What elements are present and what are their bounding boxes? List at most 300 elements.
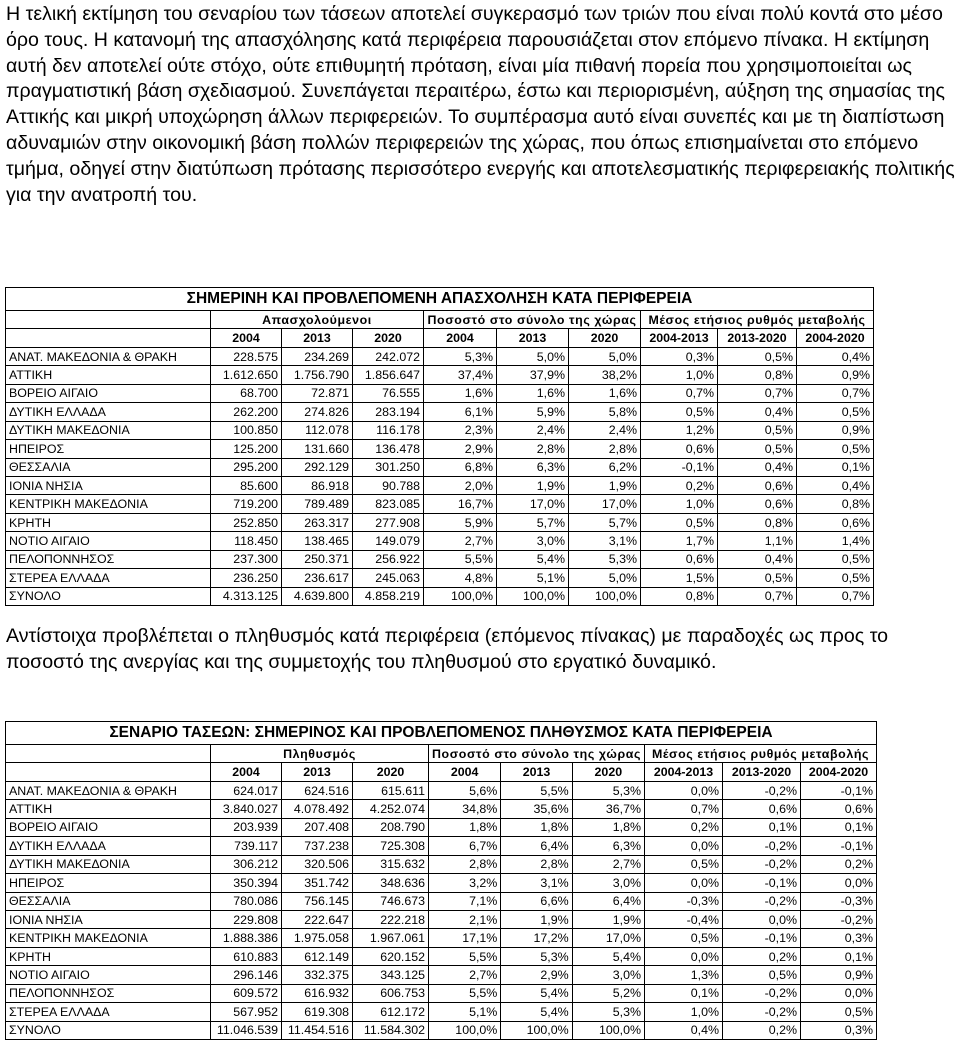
value-cell: 76.555 [353,384,424,402]
value-cell: 2,8% [429,855,501,873]
value-cell: 725.308 [353,837,429,855]
value-cell: 5,3% [572,781,644,799]
year-header: 2020 [353,329,424,347]
value-cell: 0,4% [797,476,874,494]
value-cell: 332.375 [282,966,353,984]
table-row [6,781,877,799]
value-cell: 7,1% [429,892,501,910]
value-cell: 4.252.074 [353,800,429,818]
value-cell: 0,5% [801,1003,877,1021]
value-cell: 0,3% [641,347,718,365]
region-name-cell: ΣΥΝΟΛΟ [6,587,211,605]
value-cell: 0,3% [801,929,877,947]
value-cell: 0,6% [797,513,874,531]
value-cell: 0,6% [723,800,801,818]
value-cell: 5,5% [424,550,497,568]
value-cell: 72.871 [282,384,353,402]
value-cell: 348.636 [353,874,429,892]
table-row [6,476,874,494]
value-cell: -0,2% [723,892,801,910]
region-name-cell: ΗΠΕΙΡΟΣ [6,440,211,458]
group-header-growth: Μέσος ετήσιος ρυθμός μεταβολής [641,311,874,329]
table-row [6,403,874,421]
value-cell: 0,9% [801,966,877,984]
value-cell: -0,1% [801,837,877,855]
table-row [6,384,874,402]
table-row [6,1003,877,1021]
value-cell: 823.085 [353,495,424,513]
table-row [6,440,874,458]
value-cell: 252.850 [211,513,282,531]
value-cell: 0,0% [801,874,877,892]
value-cell: 0,1% [801,947,877,965]
value-cell: 1,9% [572,910,644,928]
value-cell: 3,0% [572,966,644,984]
value-cell: 0,5% [797,569,874,587]
region-name-cell: ΝΟΤΙΟ ΑΙΓΑΙΟ [6,532,211,550]
value-cell: 90.788 [353,476,424,494]
value-cell: -0,1% [801,781,877,799]
value-cell: 0,6% [641,440,718,458]
value-cell: -0,3% [645,892,723,910]
population-table [5,721,877,1040]
group-header-share: Ποσοστό στο σύνολο της χώρας [429,745,645,763]
value-cell: 350.394 [211,874,282,892]
value-cell: 739.117 [211,837,282,855]
value-cell: 0,7% [797,384,874,402]
value-cell: 1,4% [797,532,874,550]
table-row [6,984,877,1002]
table-row [6,532,874,550]
value-cell: 34,8% [429,800,501,818]
table-row [6,587,874,605]
value-cell: 274.826 [282,403,353,421]
region-name-cell: ΑΤΤΙΚΗ [6,366,211,384]
year-header-blank [6,329,211,347]
value-cell: 2,9% [501,966,572,984]
table-row [6,800,877,818]
region-name-cell: ΠΕΛΟΠΟΝΝΗΣΟΣ [6,984,211,1002]
table-row [6,837,877,855]
value-cell: 5,7% [497,513,569,531]
region-name-cell: ΣΤΕΡΕΑ ΕΛΛΑΔΑ [6,1003,211,1021]
region-name-cell: ΗΠΕΙΡΟΣ [6,874,211,892]
value-cell: 0,7% [645,800,723,818]
value-cell: 1,6% [497,384,569,402]
value-cell: 0,0% [723,910,801,928]
value-cell: -0,1% [723,874,801,892]
value-cell: 4.313.125 [211,587,282,605]
value-cell: 612.172 [353,1003,429,1021]
value-cell: 262.200 [211,403,282,421]
value-cell: 306.212 [211,855,282,873]
region-name-cell: ΙΟΝΙΑ ΝΗΣΙΑ [6,476,211,494]
value-cell: 3,0% [572,874,644,892]
table-row [6,892,877,910]
value-cell: 567.952 [211,1003,282,1021]
value-cell: 0,5% [718,440,797,458]
value-cell: 2,1% [429,910,501,928]
value-cell: 5,6% [429,781,501,799]
value-cell: 351.742 [282,874,353,892]
value-cell: 85.600 [211,476,282,494]
period-header: 2004-2020 [801,763,877,781]
value-cell: 112.078 [282,421,353,439]
region-name-cell: ΚΡΗΤΗ [6,947,211,965]
value-cell: 116.178 [353,421,424,439]
region-name-cell: ΣΥΝΟΛΟ [6,1021,211,1039]
value-cell: 38,2% [569,366,641,384]
value-cell: -0,2% [723,837,801,855]
value-cell: -0,2% [723,855,801,873]
period-header: 2004-2013 [645,763,723,781]
value-cell: 0,4% [645,1021,723,1039]
value-cell: 620.152 [353,947,429,965]
region-name-cell: ΝΟΤΙΟ ΑΙΓΑΙΟ [6,966,211,984]
value-cell: 1,9% [501,910,572,928]
value-cell: 0,3% [801,1021,877,1039]
value-cell: 0,6% [801,800,877,818]
value-cell: 0,7% [718,587,797,605]
value-cell: 263.317 [282,513,353,531]
value-cell: 3,0% [497,532,569,550]
value-cell: 609.572 [211,984,282,1002]
value-cell: 207.408 [282,818,353,836]
value-cell: 242.072 [353,347,424,365]
value-cell: 0,0% [645,947,723,965]
value-cell: 100,0% [497,587,569,605]
value-cell: 277.908 [353,513,424,531]
value-cell: 0,5% [645,929,723,947]
table-row [6,929,877,947]
value-cell: 0,4% [718,550,797,568]
value-cell: 0,1% [645,984,723,1002]
region-name-cell: ΑΝΑΤ. ΜΑΚΕΔΟΝΙΑ & ΘΡΑΚΗ [6,347,211,365]
value-cell: 5,3% [569,550,641,568]
value-cell: -0,2% [723,984,801,1002]
region-name-cell: ΠΕΛΟΠΟΝΝΗΣΟΣ [6,550,211,568]
value-cell: 0,5% [718,421,797,439]
group-header-employed: Απασχολούμενοι [211,311,424,329]
value-cell: 1.756.790 [282,366,353,384]
value-cell: 1.975.058 [282,929,353,947]
table-row [6,495,874,513]
region-name-cell: ΔΥΤΙΚΗ ΕΛΛΑΔΑ [6,403,211,421]
value-cell: 0,7% [797,587,874,605]
value-cell: 780.086 [211,892,282,910]
value-cell: 6,2% [569,458,641,476]
value-cell: 320.506 [282,855,353,873]
value-cell: 5,0% [497,347,569,365]
value-cell: 1.888.386 [211,929,282,947]
value-cell: 0,7% [718,384,797,402]
value-cell: 1.856.647 [353,366,424,384]
region-name-cell: ΔΥΤΙΚΗ ΜΑΚΕΔΟΝΙΑ [6,855,211,873]
value-cell: 6,1% [424,403,497,421]
value-cell: 149.079 [353,532,424,550]
paragraph-employment-intro: Η τελική εκτίμηση του σεναρίου των τάσεων αποτελεί συγκερασμό των τριών που είναι πολύ κοντά στο μέσο όρο τους. Η κατανομή της απασχόλησης κατά περιφέρεια παρουσιάζεται στον επόμενο πίνακα. Η εκτίμηση αυτή δεν αποτελεί ούτε στόχο, ούτε επιθυμητή πρόταση, είναι μία πιθανή πορεία που χρησιμοποιείται ως πραγματιστική βάση σχεδιασμού. Συνεπάγεται περαιτέρω, έστω και περιορισμένη, αύξηση της σημασίας της Αττικής και μικρή υποχώρηση άλλων περιφερειών. Το συμπέρασμα αυτό είναι συνεπές και με τη διαπίστωση αδυναμιών στην οικονομική βάση πολλών περιφερειών της χώρας, που όπως επισημαίνεται στο επόμενο τμήμα, οδηγεί στην διατύπωση πρότασης περισσότερο ενεργής και αποτελεσματικής περιφερειακής πολιτικής για την ανατροπή του. [6,3,955,206]
value-cell: 4.078.492 [282,800,353,818]
value-cell: 17,0% [572,929,644,947]
value-cell: 610.883 [211,947,282,965]
value-cell: 1,8% [429,818,501,836]
value-cell: 4.858.219 [353,587,424,605]
value-cell: 234.269 [282,347,353,365]
value-cell: 17,2% [501,929,572,947]
table-row [6,421,874,439]
year-header: 2020 [572,763,644,781]
value-cell: 100,0% [572,1021,644,1039]
value-cell: 1,6% [424,384,497,402]
value-cell: -0,2% [723,781,801,799]
value-cell: 36,7% [572,800,644,818]
value-cell: 0,2% [723,1021,801,1039]
value-cell: 719.200 [211,495,282,513]
value-cell: 250.371 [282,550,353,568]
value-cell: 100,0% [569,587,641,605]
value-cell: -0,1% [723,929,801,947]
year-header: 2004 [429,763,501,781]
value-cell: 0,4% [797,347,874,365]
value-cell: 0,5% [641,513,718,531]
period-header: 2004-2020 [797,329,874,347]
value-cell: 2,0% [424,476,497,494]
value-cell: 16,7% [424,495,497,513]
value-cell: 3.840.027 [211,800,282,818]
table-row [6,947,877,965]
value-cell: 6,3% [497,458,569,476]
value-cell: 245.063 [353,569,424,587]
table-row [6,513,874,531]
value-cell: 1,3% [645,966,723,984]
value-cell: 6,4% [572,892,644,910]
value-cell: 737.238 [282,837,353,855]
value-cell: 2,4% [497,421,569,439]
value-cell: 138.465 [282,532,353,550]
table-row [6,458,874,476]
value-cell: 0,1% [797,458,874,476]
table-header-blank [6,745,211,763]
value-cell: 295.200 [211,458,282,476]
value-cell: 283.194 [353,403,424,421]
year-header: 2020 [353,763,429,781]
value-cell: 5,5% [501,781,572,799]
value-cell: 0,0% [645,781,723,799]
value-cell: 1,6% [569,384,641,402]
region-name-cell: ΘΕΣΣΑΛΙΑ [6,892,211,910]
value-cell: 0,1% [801,818,877,836]
value-cell: 2,7% [572,855,644,873]
value-cell: 35,6% [501,800,572,818]
value-cell: -0,1% [641,458,718,476]
value-cell: 5,4% [572,947,644,965]
table-row [6,855,877,873]
value-cell: 5,1% [497,569,569,587]
value-cell: 100,0% [501,1021,572,1039]
table-header-blank [6,311,211,329]
value-cell: -0,4% [645,910,723,928]
value-cell: 222.647 [282,910,353,928]
value-cell: 3,1% [569,532,641,550]
value-cell: 0,5% [797,403,874,421]
value-cell: 2,9% [424,440,497,458]
value-cell: 0,2% [641,476,718,494]
value-cell: 789.489 [282,495,353,513]
value-cell: 208.790 [353,818,429,836]
value-cell: 1,7% [641,532,718,550]
value-cell: 5,5% [429,984,501,1002]
value-cell: 606.753 [353,984,429,1002]
value-cell: 746.673 [353,892,429,910]
value-cell: 1.612.650 [211,366,282,384]
region-name-cell: ΒΟΡΕΙΟ ΑΙΓΑΙΟ [6,384,211,402]
value-cell: 131.660 [282,440,353,458]
table-row [6,366,874,384]
value-cell: 4.639.800 [282,587,353,605]
value-cell: 5,2% [572,984,644,1002]
group-header-population: Πληθυσμός [211,745,429,763]
value-cell: 6,3% [572,837,644,855]
value-cell: 2,4% [569,421,641,439]
region-name-cell: ΙΟΝΙΑ ΝΗΣΙΑ [6,910,211,928]
value-cell: 17,0% [497,495,569,513]
year-header: 2013 [497,329,569,347]
value-cell: 100.850 [211,421,282,439]
paragraph-population-intro: Αντίστοιχα προβλέπεται ο πληθυσμός κατά περιφέρεια (επόμενος πίνακας) με παραδοχές ως προς το ποσοστό της ανεργίας και της συμμετοχής του πληθυσμού στο εργατικό δυναμικό. [6,625,889,673]
value-cell: 5,3% [501,947,572,965]
value-cell: -0,2% [801,910,877,928]
region-name-cell: ΣΤΕΡΕΑ ΕΛΛΑΔΑ [6,569,211,587]
year-header: 2013 [501,763,572,781]
value-cell: 0,8% [641,587,718,605]
value-cell: 0,0% [801,984,877,1002]
value-cell: 1,5% [641,569,718,587]
value-cell: 229.808 [211,910,282,928]
value-cell: 2,7% [424,532,497,550]
region-name-cell: ΒΟΡΕΙΟ ΑΙΓΑΙΟ [6,818,211,836]
value-cell: 6,6% [501,892,572,910]
value-cell: 1,1% [718,532,797,550]
value-cell: 17,0% [569,495,641,513]
value-cell: 5,9% [424,513,497,531]
year-header: 2013 [282,329,353,347]
value-cell: 3,2% [429,874,501,892]
value-cell: 0,6% [641,550,718,568]
value-cell: 0,2% [723,947,801,965]
value-cell: 0,9% [797,421,874,439]
value-cell: 37,9% [497,366,569,384]
value-cell: 292.129 [282,458,353,476]
table-title: ΣΗΜΕΡΙΝΗ ΚΑΙ ΠΡΟΒΛΕΠΟΜΕΝΗ ΑΠΑΣΧΟΛΗΣΗ ΚΑΤΑ ΠΕΡΙΦΕΡΕΙΑ [6,288,874,311]
value-cell: 1,0% [645,1003,723,1021]
value-cell: 0,5% [797,440,874,458]
table-row [6,966,877,984]
table-row [6,874,877,892]
value-cell: 301.250 [353,458,424,476]
value-cell: 2,8% [497,440,569,458]
value-cell: 0,4% [718,458,797,476]
value-cell: 0,4% [718,403,797,421]
value-cell: 5,3% [572,1003,644,1021]
year-header: 2004 [211,329,282,347]
value-cell: 1,8% [501,818,572,836]
year-header: 2004 [211,763,282,781]
value-cell: 315.632 [353,855,429,873]
value-cell: 100,0% [424,587,497,605]
value-cell: 1.967.061 [353,929,429,947]
value-cell: 11.046.539 [211,1021,282,1039]
value-cell: 0,5% [797,550,874,568]
value-cell: 343.125 [353,966,429,984]
value-cell: 0,6% [718,495,797,513]
value-cell: 0,2% [801,855,877,873]
value-cell: 228.575 [211,347,282,365]
value-cell: 5,4% [497,550,569,568]
year-header: 2020 [569,329,641,347]
value-cell: 0,6% [718,476,797,494]
region-name-cell: ΚΡΗΤΗ [6,513,211,531]
group-header-share: Ποσοστό στο σύνολο της χώρας [424,311,641,329]
value-cell: 100,0% [429,1021,501,1039]
region-name-cell: ΘΕΣΣΑΛΙΑ [6,458,211,476]
value-cell: 4,8% [424,569,497,587]
value-cell: 624.516 [282,781,353,799]
value-cell: 11.584.302 [353,1021,429,1039]
value-cell: 11.454.516 [282,1021,353,1039]
employment-table-body [6,347,874,605]
value-cell: 756.145 [282,892,353,910]
employment-table [5,287,874,606]
value-cell: 1,0% [641,495,718,513]
value-cell: 0,5% [718,347,797,365]
value-cell: 616.932 [282,984,353,1002]
value-cell: 222.218 [353,910,429,928]
value-cell: 237.300 [211,550,282,568]
value-cell: 86.918 [282,476,353,494]
value-cell: 612.149 [282,947,353,965]
value-cell: 17,1% [429,929,501,947]
value-cell: 2,7% [429,966,501,984]
value-cell: 136.478 [353,440,424,458]
region-name-cell: ΑΤΤΙΚΗ [6,800,211,818]
value-cell: 0,9% [797,366,874,384]
value-cell: 5,3% [424,347,497,365]
value-cell: 624.017 [211,781,282,799]
value-cell: 68.700 [211,384,282,402]
value-cell: 0,1% [723,818,801,836]
value-cell: 1,0% [641,366,718,384]
value-cell: 0,0% [645,874,723,892]
group-header-growth: Μέσος ετήσιος ρυθμός μεταβολής [645,745,877,763]
value-cell: 5,7% [569,513,641,531]
value-cell: -0,2% [723,1003,801,1021]
value-cell: 37,4% [424,366,497,384]
value-cell: 1,9% [497,476,569,494]
value-cell: 1,8% [572,818,644,836]
table-row [6,569,874,587]
value-cell: 5,4% [501,1003,572,1021]
table-title: ΣΕΝΑΡΙΟ ΤΑΣΕΩΝ: ΣΗΜΕΡΙΝΟΣ ΚΑΙ ΠΡΟΒΛΕΠΟΜΕΝΟΣ ΠΛΗΘΥΣΜΟΣ ΚΑΤΑ ΠΕΡΙΦΕΡΕΙΑ [6,722,877,745]
year-header-blank [6,763,211,781]
value-cell: 1,9% [569,476,641,494]
value-cell: 6,4% [501,837,572,855]
region-name-cell: ΔΥΤΙΚΗ ΕΛΛΑΔΑ [6,837,211,855]
table-row [6,347,874,365]
table-row [6,818,877,836]
value-cell: 6,8% [424,458,497,476]
value-cell: 203.939 [211,818,282,836]
value-cell: 5,9% [497,403,569,421]
